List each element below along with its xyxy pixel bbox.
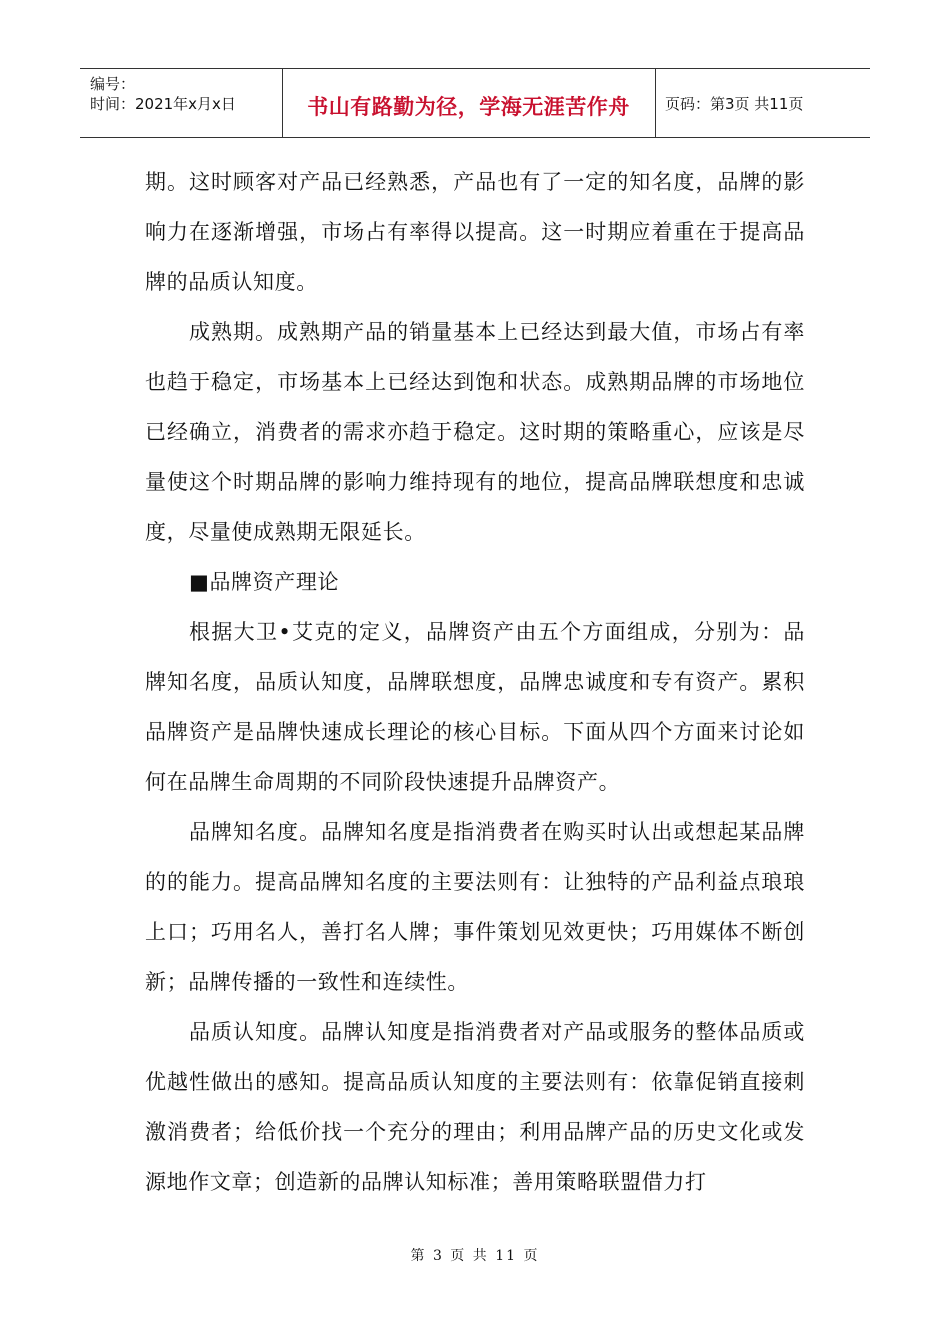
document-date-label: 时间：2021年x月x日 — [90, 95, 236, 113]
header-motto: 书山有路勤为径，学海无涯苦作舟 — [307, 95, 630, 119]
paragraph-brand-awareness: 品牌知名度。品牌知名度是指消费者在购买时认出或想起某品牌的的能力。提高品牌知名度的主要法则有：让独特的产品利益点琅琅上口；巧用名人，善打名人牌；事件策划见效更快；巧用媒体不断创新；品牌传播的一致性和连续性。 — [145, 820, 805, 994]
header-meta-cell — [80, 69, 283, 137]
paragraph-brand-equity-definition: 根据大卫•艾克的定义，品牌资产由五个方面组成，分别为：品牌知名度，品质认知度，品牌联想度，品牌忠诚度和专有资产。累积品牌资产是品牌快速成长理论的核心目标。下面从四个方面来讨论如何在品牌生命周期的不同阶段快速提升品牌资产。 — [145, 620, 805, 794]
paragraph-perceived-quality: 品质认知度。品牌认知度是指消费者对产品或服务的整体品质或优越性做出的感知。提高品质认知度的主要法则有：依靠促销直接刺激消费者；给低价找一个充分的理由；利用品牌产品的历史文化或发源地作文章；创造新的品牌认知标准；善用策略联盟借力打 — [145, 1020, 805, 1194]
header-page-cell — [655, 69, 870, 137]
paragraph-maturity-stage: 成熟期。成熟期产品的销量基本上已经达到最大值，市场占有率也趋于稳定，市场基本上已经达到饱和状态。成熟期品牌的市场地位已经确立，消费者的需求亦趋于稳定。这时期的策略重心，应该是尽量使这个时期品牌的影响力维持现有的地位，提高品牌联想度和忠诚度，尽量使成熟期无限延长。 — [145, 320, 805, 544]
header-page-number: 页码：第3页 共11页 — [665, 95, 804, 113]
page-footer: 第 3 页 共 11 页 — [410, 1248, 540, 1264]
document-number-label: 编号： — [90, 75, 136, 93]
document-body — [145, 157, 805, 1207]
header-motto-cell — [282, 69, 656, 137]
document-header — [80, 68, 870, 138]
paragraph-continuation: 期。这时顾客对产品已经熟悉，产品也有了一定的知名度，品牌的影响力在逐渐增强，市场占有率得以提高。这一时期应着重在于提高品牌的品质认知度。 — [145, 170, 805, 294]
section-heading-brand-equity: ■品牌资产理论 — [189, 570, 340, 594]
